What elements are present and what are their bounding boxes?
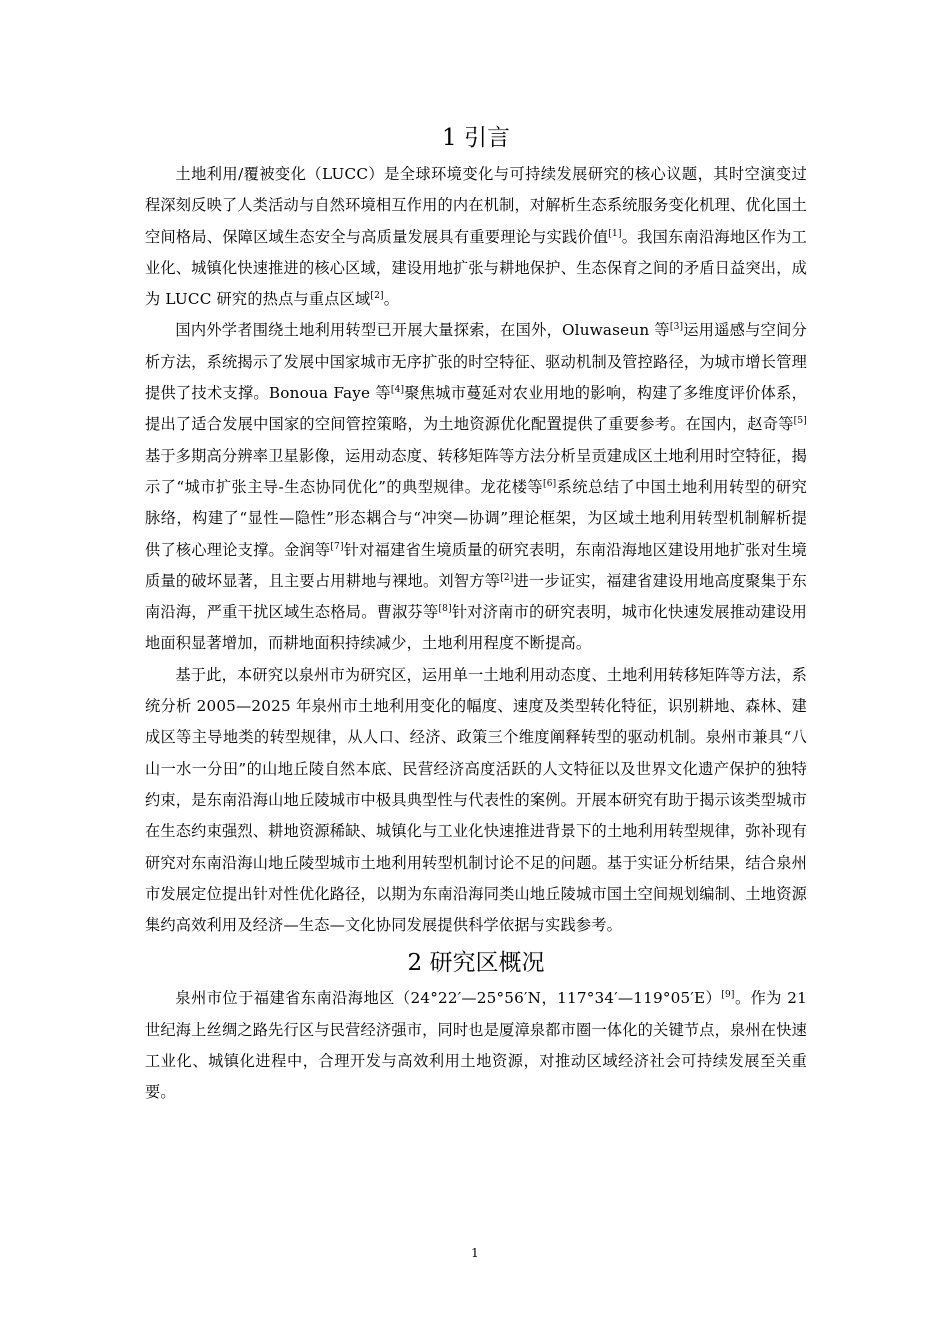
text-run: 基于多期高分辨率卫星影像，运用动态度、转移矩阵等方法分析呈贡建成区土地利用时空特征，揭示了“城市扩张主导-生态协同优化”的典型规律。龙花楼等 xyxy=(145,446,807,496)
section-heading-study-area: 2 研究区概况 xyxy=(407,950,545,977)
citation-ref: [8] xyxy=(438,604,452,615)
text-run: 。作为 21 世纪海上丝绸之路先行区与民营经济强市，同时也是厦漳泉都市圈一体化的关键节点，泉州在快速工业化、城镇化进程中，合理开发与高效利用土地资源，对推动区域经济社会可持续发展至关重要。 xyxy=(145,989,808,1102)
citation-ref: [9] xyxy=(721,990,735,1001)
citation-ref: [2] xyxy=(500,572,514,583)
text-run: 运用遥感与空间分析方法，系统揭示了发展中国家城市无序扩张的时空特征、驱动机制及管控路径，为城市增长管理提供了技术支撑。Bonoua Faye 等 xyxy=(145,321,807,403)
text-run: 。我国东南沿海地区作为工业化、城镇化快速推进的核心区域，建设用地扩张与耕地保护、生态保育之间的矛盾日益突出，成为 LUCC 研究的热点与重点区域 xyxy=(145,227,807,309)
citation-ref: [6] xyxy=(543,478,557,489)
paragraph xyxy=(145,660,807,942)
text-run: 基于此，本研究以泉州市为研究区，运用单一土地利用动态度、土地利用转移矩阵等方法，系统分析 2005—2025 年泉州市土地利用变化的幅度、速度及类型转化特征，识别耕地、森林、建成区等主导地类的转型规律，从人口、经济、政策三个维度阐释转型的驱动机制。泉州市兼具“八山一水一分田”的山地丘陵自然本底、民营经济高度活跃的人文特征以及世界文化遗产保护的独特约束，是东南沿海山地丘陵城市中极具典型性与代表性的案例。开展本研究有助于揭示该类型城市在生态约束强烈、耕地资源稀缺、城镇化与工业化快速推进背景下的土地利用转型规律，弥补现有研究对东南沿海山地丘陵型城市土地利用转型机制讨论不足的问题。基于实证分析结果，结合泉州市发展定位提出针对性优化路径，以期为东南沿海同类山地丘陵城市国土空间规划编制、土地资源集约高效利用及经济—生态—文化协同发展提供科学依据与实践参考。 xyxy=(145,665,807,935)
text-run: 国内外学者围绕土地利用转型已开展大量探索，在国外，Oluwaseun 等 xyxy=(175,321,670,340)
text-run: 。 xyxy=(383,290,400,309)
text-run: 针对济南市的研究表明，城市化快速发展推动建设用地面积显著增加，而耕地面积持续减少，土地利用程度不断提高。 xyxy=(145,603,807,653)
paragraph xyxy=(145,983,807,1108)
text-run: 系统总结了中国土地利用转型的研究脉络，构建了“显性—隐性”形态耦合与“冲突—协调”理论框架，为区域土地利用转型机制解析提供了核心理论支撑。金润等 xyxy=(145,477,808,559)
citation-ref: [4] xyxy=(390,385,405,396)
document-body xyxy=(145,118,807,1109)
text-run: 土地利用/覆被变化（LUCC）是全球环境变化与可持续发展研究的核心议题，其时空演变过程深刻反映了人类活动与自然环境相互作用的内在机制，对解析生态系统服务变化机理、优化国土空间格局、保障区域生态安全与高质量发展具有重要理论与实践价值 xyxy=(145,165,807,246)
citation-ref: [7] xyxy=(330,541,344,552)
citation-ref: [1] xyxy=(608,228,622,239)
citation-ref: [3] xyxy=(669,322,684,333)
citation-ref: [2] xyxy=(370,291,384,302)
page-number: 1 xyxy=(471,1246,479,1260)
text-run: 进一步证实，福建省建设用地高度聚集于东南沿海，严重干扰区域生态格局。曹淑芬等 xyxy=(145,571,807,622)
paragraph xyxy=(145,159,807,315)
text-run: 泉州市位于福建省东南沿海地区（24°22′—25°56′N，117°34′—119°05′E） xyxy=(175,989,722,1008)
paragraph xyxy=(145,315,807,659)
text-run: 针对福建省生境质量的研究表明，东南沿海地区建设用地扩张对生境质量的破坏显著，且主要占用耕地与裸地。刘智方等 xyxy=(145,540,807,590)
citation-ref: [5] xyxy=(793,416,807,427)
section-heading-introduction: 1 引言 xyxy=(442,125,510,151)
text-run: 聚焦城市蔓延对农业用地的影响，构建了多维度评价体系，提出了适合发展中国家的空间管控策略，为土地资源优化配置提供了重要参考。在国内，赵奇等 xyxy=(145,384,807,434)
